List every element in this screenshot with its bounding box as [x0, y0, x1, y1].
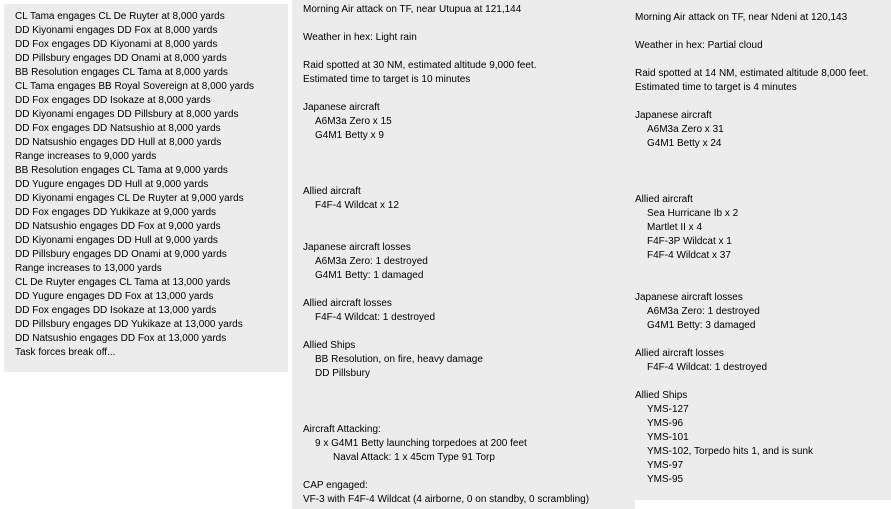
log-line: Aircraft Attacking: — [303, 424, 381, 435]
log-line: YMS-102, Torpedo hits 1, and is sunk — [647, 446, 814, 457]
log-line: VF-3 with F4F-4 Wildcat (4 airborne, 0 on standby, 0 scrambling) — [303, 494, 590, 505]
log-line: F4F-4 Wildcat x 12 — [315, 200, 399, 211]
blank-line — [635, 53, 891, 67]
log-line: Range increases to 9,000 yards — [15, 151, 157, 162]
blank-line — [635, 25, 891, 39]
log-line: Morning Air attack on TF, near Ndeni at 120,143 — [635, 12, 848, 23]
blank-line — [635, 151, 891, 165]
log-line: F4F-4 Wildcat: 1 destroyed — [315, 312, 436, 323]
log-line: DD Pillsbury engages DD Onami at 9,000 yards — [15, 249, 227, 260]
surface-combat-log-panel — [4, 4, 288, 372]
log-line: A6M3a Zero: 1 destroyed — [647, 306, 760, 317]
blank-line — [303, 381, 635, 395]
log-line: Allied aircraft — [635, 194, 693, 205]
log-line: F4F-3P Wildcat x 1 — [647, 236, 732, 247]
blank-line — [635, 375, 891, 389]
log-line: Japanese aircraft — [303, 102, 380, 113]
log-line: 9 x G4M1 Betty launching torpedoes at 200 feet — [315, 438, 527, 449]
log-line: DD Pillsbury engages DD Onami at 8,000 yards — [15, 53, 227, 64]
blank-line — [635, 263, 891, 277]
blank-line — [303, 87, 635, 101]
blank-line — [635, 277, 891, 291]
log-line: F4F-4 Wildcat x 37 — [647, 250, 731, 261]
log-line: G4M1 Betty x 24 — [647, 138, 722, 149]
log-line: Morning Air attack on TF, near Utupua at 121,144 — [303, 4, 522, 15]
log-line: CL Tama engages CL De Ruyter at 8,000 yards — [15, 11, 225, 22]
log-line: Task forces break off... — [15, 347, 116, 358]
log-line: YMS-101 — [647, 432, 689, 443]
blank-line — [303, 143, 635, 157]
log-line: DD Natsushio engages DD Fox at 9,000 yards — [15, 221, 221, 232]
log-line: DD Fox engages DD Kiyonami at 8,000 yards — [15, 39, 218, 50]
log-line: Weather in hex: Partial cloud — [635, 40, 763, 51]
blank-line — [303, 213, 635, 227]
log-line: Sea Hurricane Ib x 2 — [647, 208, 739, 219]
blank-line — [635, 165, 891, 179]
log-line: YMS-96 — [647, 418, 684, 429]
log-line: A6M3a Zero x 31 — [647, 124, 724, 135]
blank-line — [635, 179, 891, 193]
log-line: DD Pillsbury engages DD Yukikaze at 13,000 yards — [15, 319, 243, 330]
log-line: DD Natsushio engages DD Fox at 13,000 yards — [15, 333, 227, 344]
log-line: YMS-95 — [647, 474, 684, 485]
log-line: DD Kiyonami engages DD Hull at 9,000 yards — [15, 235, 218, 246]
log-line: DD Fox engages DD Yukikaze at 9,000 yards — [15, 207, 217, 218]
log-line: A6M3a Zero x 15 — [315, 116, 392, 127]
log-line: DD Kiyonami engages DD Pillsbury at 8,000 yards — [15, 109, 239, 120]
blank-line — [303, 171, 635, 185]
log-line: G4M1 Betty x 9 — [315, 130, 384, 141]
utupua-air-attack-report-panel — [292, 0, 635, 509]
log-line: Allied Ships — [635, 390, 688, 401]
log-line: Allied aircraft — [303, 186, 361, 197]
log-line: BB Resolution, on fire, heavy damage — [315, 354, 483, 365]
log-line: F4F-4 Wildcat: 1 destroyed — [647, 362, 768, 373]
blank-line — [303, 465, 635, 479]
log-line: Martlet II x 4 — [647, 222, 703, 233]
log-line: Raid spotted at 30 NM, estimated altitude 9,000 feet. — [303, 60, 537, 71]
blank-line — [303, 17, 635, 31]
log-line: DD Natsushio engages DD Hull at 8,000 yards — [15, 137, 222, 148]
blank-line — [303, 283, 635, 297]
ndeni-air-attack-report-panel — [625, 0, 891, 500]
blank-line — [303, 157, 635, 171]
blank-line — [303, 325, 635, 339]
log-line: Allied Ships — [303, 340, 356, 351]
blank-line — [635, 95, 891, 109]
log-line: YMS-97 — [647, 460, 684, 471]
log-line: Range increases to 13,000 yards — [15, 263, 162, 274]
log-line: YMS-127 — [647, 404, 689, 415]
log-line: G4M1 Betty: 1 damaged — [315, 270, 424, 281]
blank-line — [303, 409, 635, 423]
log-line: DD Fox engages DD Isokaze at 13,000 yards — [15, 305, 217, 316]
log-line: Raid spotted at 14 NM, estimated altitude 8,000 feet. — [635, 68, 869, 79]
log-line: DD Fox engages DD Isokaze at 8,000 yards — [15, 95, 211, 106]
log-line: Naval Attack: 1 x 45cm Type 91 Torp — [333, 452, 495, 463]
log-line: DD Fox engages DD Natsushio at 8,000 yards — [15, 123, 221, 134]
log-line: Allied aircraft losses — [303, 298, 392, 309]
log-line: DD Yugure engages DD Hull at 9,000 yards — [15, 179, 209, 190]
log-line: Estimated time to target is 4 minutes — [635, 82, 797, 93]
log-line: CAP engaged: — [303, 480, 368, 491]
log-line: Japanese aircraft — [635, 110, 712, 121]
log-line: Japanese aircraft losses — [635, 292, 743, 303]
log-line: CL Tama engages BB Royal Sovereign at 8,000 yards — [15, 81, 255, 92]
log-line: DD Kiyonami engages CL De Ruyter at 9,000 yards — [15, 193, 244, 204]
log-line: DD Yugure engages DD Fox at 13,000 yards — [15, 291, 214, 302]
log-line: Estimated time to target is 10 minutes — [303, 74, 471, 85]
blank-line — [303, 395, 635, 409]
log-line: DD Kiyonami engages DD Fox at 8,000 yards — [15, 25, 218, 36]
blank-line — [303, 45, 635, 59]
log-line: Japanese aircraft losses — [303, 242, 411, 253]
log-line: BB Resolution engages CL Tama at 9,000 yards — [15, 165, 228, 176]
log-line: DD Pillsbury — [315, 368, 371, 379]
log-line: Weather in hex: Light rain — [303, 32, 417, 43]
log-line: CL De Ruyter engages CL Tama at 13,000 yards — [15, 277, 231, 288]
log-line: BB Resolution engages CL Tama at 8,000 yards — [15, 67, 228, 78]
blank-line — [303, 227, 635, 241]
log-line: A6M3a Zero: 1 destroyed — [315, 256, 428, 267]
blank-line — [635, 333, 891, 347]
log-line: Allied aircraft losses — [635, 348, 724, 359]
log-line: G4M1 Betty: 3 damaged — [647, 320, 756, 331]
